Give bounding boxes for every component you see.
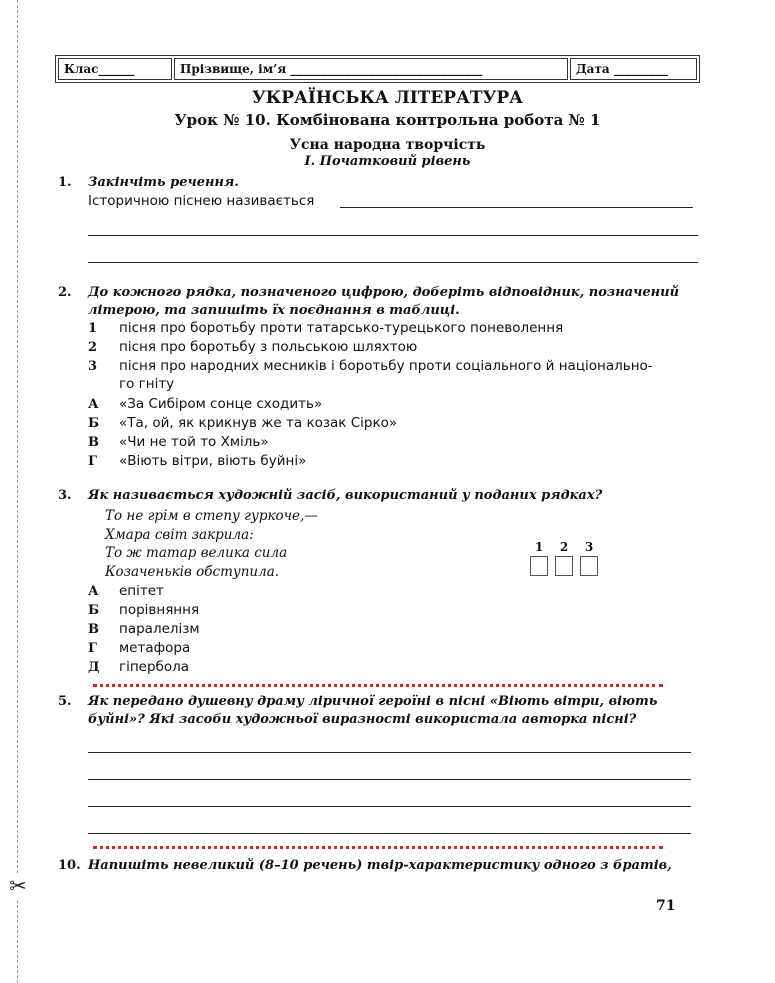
- q3-option-letter: В: [88, 622, 99, 637]
- q5-answer-line[interactable]: [88, 806, 691, 807]
- answer-box-1[interactable]: [530, 556, 548, 576]
- q3-prompt: Як називається художній засіб, використаний у поданих рядках?: [88, 488, 603, 503]
- scissors-icon: ✂: [5, 873, 31, 899]
- q3-poem-line: То ж татар велика сила: [105, 545, 288, 561]
- q2-option-letter: Г: [88, 454, 97, 469]
- q2-number: 2.: [58, 285, 72, 300]
- q2-prompt-line1: До кожного рядка, позначеного цифрою, доберіть відповідник, позначений: [88, 285, 680, 300]
- q2-item-text-cont: го гніту: [119, 376, 175, 392]
- q10-number: 10.: [58, 858, 81, 873]
- q10-prompt: Напишіть невеликий (8–10 речень) твір-характеристику одного з братів,: [88, 858, 672, 873]
- q3-number: 3.: [58, 488, 72, 503]
- q3-poem-line: То не грім в степу гуркоче,—: [105, 508, 318, 524]
- date-field[interactable]: Дата _________: [570, 58, 697, 80]
- q3-option-letter: А: [88, 584, 99, 599]
- q2-option-text: «За Сибіром сонце сходить»: [119, 396, 323, 412]
- topic-title: Усна народна творчість: [289, 137, 486, 153]
- q2-option-letter: А: [88, 397, 99, 412]
- section-divider: [93, 684, 663, 687]
- section-divider: [93, 846, 663, 849]
- q2-item-text: пісня про боротьбу з польською шляхтою: [119, 339, 418, 355]
- name-field[interactable]: Прізвище, ім’я ________________________________: [174, 58, 568, 80]
- q1-number: 1.: [58, 175, 72, 190]
- q2-option-letter: В: [88, 435, 99, 450]
- q2-option-text: «Віють вітри, віють буйні»: [119, 453, 307, 469]
- q3-option-letter: Г: [88, 641, 97, 656]
- q3-option-text: метафора: [119, 640, 191, 656]
- subject-title: УКРАЇНСЬКА ЛІТЕРАТУРА: [252, 88, 523, 108]
- q5-answer-line[interactable]: [88, 752, 691, 753]
- class-field[interactable]: Клас______: [58, 58, 172, 80]
- answer-box-2[interactable]: [555, 556, 573, 576]
- q2-option-letter: Б: [88, 416, 100, 431]
- q2-option-text: «Та, ой, як крикнув же та козак Сірко»: [119, 415, 398, 431]
- q2-item-text: пісня про народних месників і боротьбу проти соціального й національно-: [119, 358, 653, 374]
- q1-text: Історичною піснею називається: [88, 193, 315, 209]
- q2-item-text: пісня про боротьбу проти татарсько-турецького поневолення: [119, 320, 564, 336]
- q5-prompt-line2: буйні»? Які засоби художньої виразності використала авторка пісні?: [88, 712, 637, 727]
- q3-option-letter: Б: [88, 603, 100, 618]
- q5-number: 5.: [58, 694, 72, 709]
- q3-option-text: порівняння: [119, 602, 200, 618]
- q1-answer-line[interactable]: [88, 262, 698, 263]
- q1-answer-line[interactable]: [88, 235, 698, 236]
- answer-box-label: 2: [559, 540, 569, 554]
- answer-box-3[interactable]: [580, 556, 598, 576]
- q1-answer-line[interactable]: [340, 207, 693, 208]
- q3-poem-line: Козаченьків обступила.: [105, 564, 280, 580]
- level-title: І. Початковий рівень: [304, 154, 471, 169]
- q2-prompt-line2: літерою, та запишіть їх поєднання в таблиці.: [88, 303, 460, 318]
- q3-option-text: епітет: [119, 583, 164, 599]
- lesson-title: Урок № 10. Комбінована контрольна робота № 1: [174, 111, 601, 129]
- q5-prompt-line1: Як передано душевну драму ліричної героїні в пісні «Віють вітри, віють: [88, 694, 658, 709]
- q5-answer-line[interactable]: [88, 779, 691, 780]
- q3-option-text: паралелізм: [119, 621, 200, 637]
- q3-option-text: гіпербола: [119, 659, 190, 675]
- q2-item-number: 1: [88, 321, 98, 336]
- q5-answer-line[interactable]: [88, 833, 691, 834]
- q2-option-text: «Чи не той то Хміль»: [119, 434, 269, 450]
- q1-prompt: Закінчіть речення.: [88, 175, 239, 190]
- student-info-table: [55, 55, 700, 83]
- page-number: 71: [656, 898, 676, 914]
- answer-box-label: 1: [534, 540, 544, 554]
- q3-poem-line: Хмара світ закрила:: [105, 527, 254, 543]
- q3-option-letter: Д: [88, 660, 100, 675]
- q2-item-number: 3: [88, 359, 98, 374]
- answer-box-label: 3: [584, 540, 594, 554]
- q2-item-number: 2: [88, 340, 98, 355]
